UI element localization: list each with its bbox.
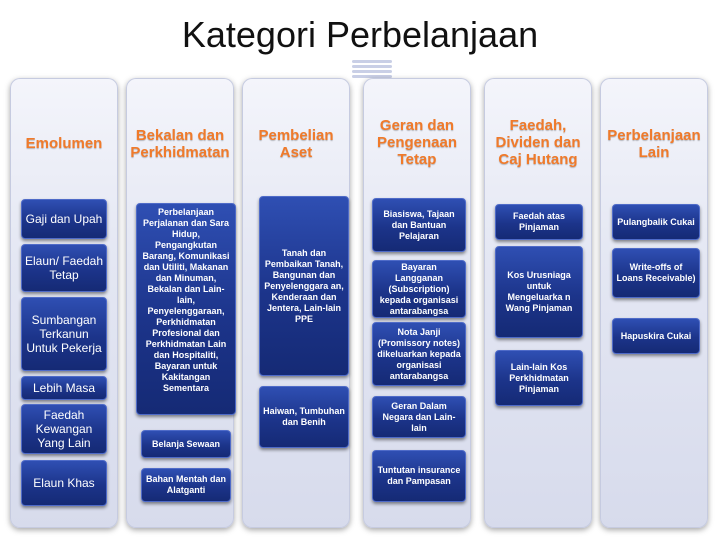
category-box: Hapuskira Cukai (612, 318, 700, 354)
title-decoration (352, 58, 392, 80)
category-box: Geran Dalam Negara dan Lain-lain (372, 396, 466, 438)
category-box: Elaun Khas (21, 460, 107, 506)
page-title: Kategori Perbelanjaan (181, 14, 539, 55)
category-box: Nota Janji (Promissory notes) dikeluarkan kepada organisasi antarabangsa (372, 322, 466, 386)
category-box: Belanja Sewaan (141, 430, 231, 458)
column-header: Perbelanjaan Lain (607, 127, 701, 161)
category-box: Lebih Masa (21, 376, 107, 400)
column-header: Faedah, Dividen dan Caj Hutang (495, 117, 581, 168)
column-header: Pembelian Aset (258, 127, 334, 161)
category-box: Bahan Mentah dan Alatganti (141, 468, 231, 502)
column-header: Emolumen (25, 135, 103, 152)
category-box: Tanah dan Pembaikan Tanah, Bangunan dan Penyelenggara an, Kenderaan dan Jentera, Lain-lain PPE (259, 196, 349, 376)
category-box: Lain-lain Kos Perkhidmatan Pinjaman (495, 350, 583, 406)
column-header: Geran dan Pengenaan Tetap (376, 117, 458, 168)
category-box: Pulangbalik Cukai (612, 204, 700, 240)
category-box: Write-offs of Loans Receivable) (612, 248, 700, 298)
category-box: Perbelanjaan Perjalanan dan Sara Hidup, Pengangkutan Barang, Komunikasi dan Utiliti, Makanan dan Minuman, Bekalan dan Lain-lain, Penyelenggaraan, Perkhidmatan Profesional dan Perkhidmatan Lain dan Hospitaliti, Bayaran untuk Kakitangan Sementara (136, 203, 236, 415)
column-header: Bekalan dan Perkhidmatan (130, 127, 230, 161)
category-box: Gaji dan Upah (21, 199, 107, 239)
category-box: Sumbangan Terkanun Untuk Pekerja (21, 297, 107, 371)
category-box: Elaun/ Faedah Tetap (21, 244, 107, 292)
category-box: Faedah Kewangan Yang Lain (21, 404, 107, 454)
category-box: Biasiswa, Tajaan dan Bantuan Pelajaran (372, 198, 466, 252)
category-box: Faedah atas Pinjaman (495, 204, 583, 240)
category-box: Tuntutan insurance dan Pampasan (372, 450, 466, 502)
category-box: Kos Urusniaga untuk Mengeluarka n Wang Pinjaman (495, 246, 583, 338)
category-box: Bayaran Langganan (Subscription) kepada organisasi antarabangsa (372, 260, 466, 318)
category-box: Haiwan, Tumbuhan dan Benih (259, 386, 349, 448)
